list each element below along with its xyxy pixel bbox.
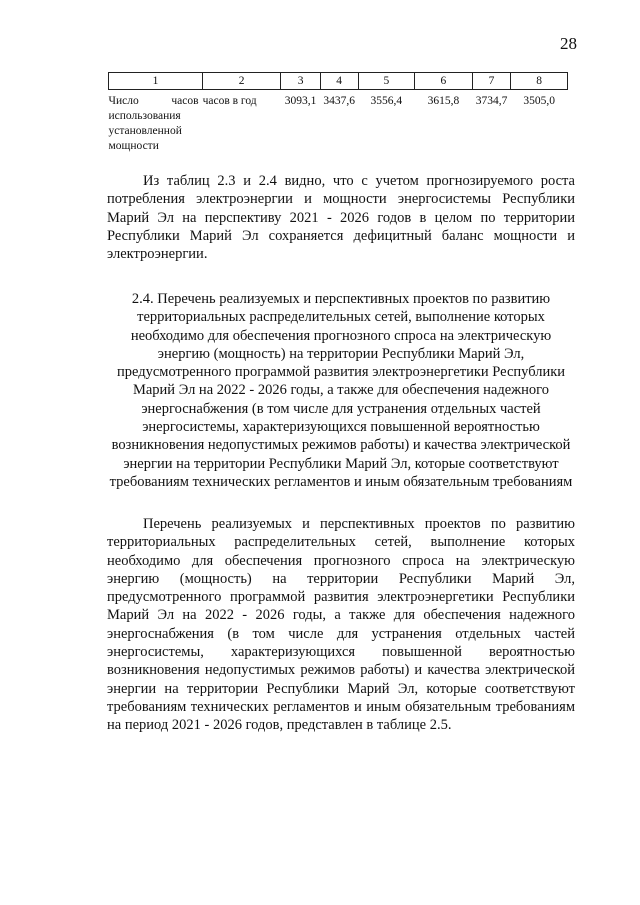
value-cell: 3437,6	[323, 95, 355, 107]
conclusion-paragraph: Из таблиц 2.3 и 2.4 видно, что с учетом прогнозируемого роста потребления электроэнергии и мощности энергосистемы Республики Марий Эл на перспективу 2021 - 2026 годов в целом по территории Республики Марий Эл сохраняется дефицитный баланс мощности и электроэнергии.	[107, 173, 575, 263]
value-cell: 3734,7	[475, 95, 508, 107]
value-cell: 3505,0	[523, 95, 555, 107]
header-cell: 2	[203, 73, 281, 90]
header-cell: 3	[281, 73, 321, 90]
row-label: Число часов использования установленной мощности	[108, 95, 199, 152]
value-cell: 3556,4	[370, 95, 403, 107]
value-cell: 3093,1	[284, 95, 317, 107]
table-header-row	[109, 73, 568, 90]
header-cell: 7	[472, 73, 511, 90]
body-paragraph: Перечень реализуемых и перспективных проектов по развитию территориальных распределительных сетей, выполнение которых необходимо для обеспечения прогнозного спроса на электрическую энергию (мощность) на территории Республики Марий Эл, предусмотренного программой развития электроэнергетики Республики Марий Эл на 2022 - 2026 годы, а также для обеспечения надежного энергоснабжения (в том числе для устранения отдельных частей энергосистемы, характеризующихся повышенной вероятностью возникновения недопустимых режимов работы) и качества электрической энергии на территории Республики Марий Эл, которые соответствуют требованиям технических регламентов и иным обязательным требованиям на период 2021 - 2026 годов, представлен в таблице 2.5.	[107, 516, 575, 734]
row-unit: часов в год	[202, 95, 257, 107]
header-cell: 6	[415, 73, 473, 90]
header-cell: 4	[320, 73, 358, 90]
header-cell: 8	[511, 73, 568, 90]
page-number: 28	[560, 34, 577, 53]
header-cell: 1	[109, 73, 203, 90]
header-cell: 5	[358, 73, 415, 90]
data-table	[108, 72, 568, 154]
value-cell: 3615,8	[427, 95, 460, 107]
table-row	[109, 90, 568, 155]
section-heading: 2.4. Перечень реализуемых и перспективных проектов по развитию территориальных распределительных сетей, выполнение которых необходимо для обеспечения прогнозного спроса на электрическую энергию (мощность) на территории Республики Марий Эл, предусмотренного программой развития электроэнергетики Республики Марий Эл на 2022 - 2026 годы, а также для обеспечения надежного энергоснабжения (в том числе для устранения отдельных частей энергосистемы, характеризующихся повышенной вероятностью возникновения недопустимых режимов работы) и качества электрической энергии на территории Республики Марий Эл, которые соответствуют требованиям технических регламентов и иным обязательным требованиям	[109, 291, 573, 490]
